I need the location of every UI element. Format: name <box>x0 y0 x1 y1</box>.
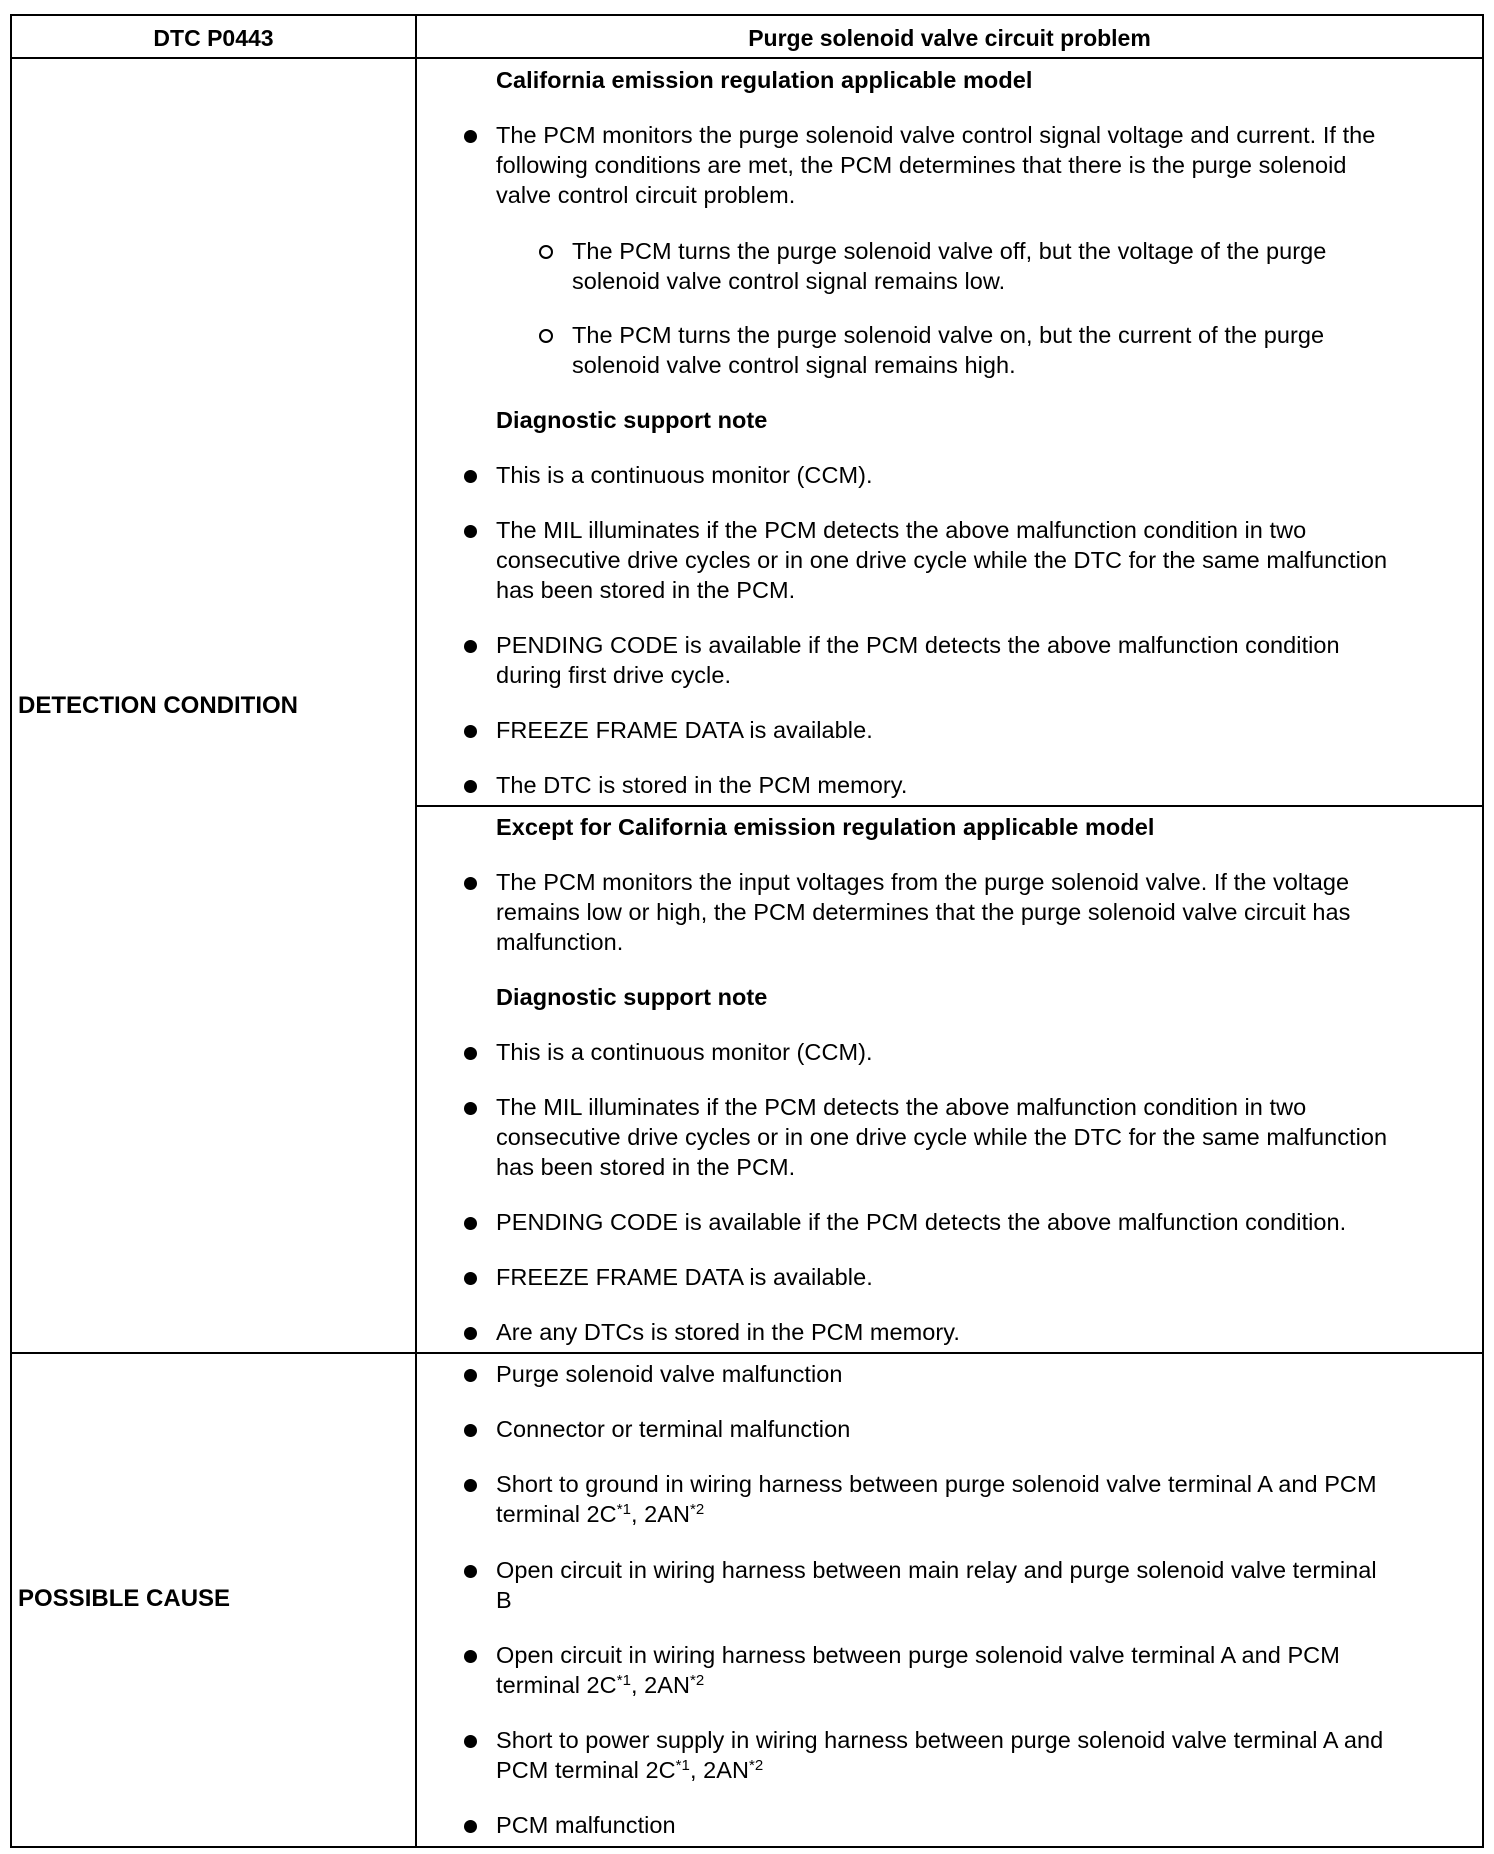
except-note-3: PENDING CODE is available if the PCM detects the above malfunction condition. <box>496 1209 1347 1235</box>
except-monitor-line2: remains low or high, the PCM determines that the purge solenoid valve circuit has <box>496 899 1351 925</box>
except-note-2-line2: consecutive drive cycles or in one drive cycle while the DTC for the same malfunction <box>496 1124 1388 1150</box>
california-monitor-line2: following conditions are met, the PCM determines that there is the purge solenoid <box>496 152 1347 178</box>
possible-cause-label: POSSIBLE CAUSE <box>18 1585 231 1612</box>
header-divider <box>10 57 1484 59</box>
except-note-1: This is a continuous monitor (CCM). <box>496 1039 873 1065</box>
bullet-icon <box>464 780 477 793</box>
bullet-icon <box>464 1047 477 1060</box>
detection-condition-label: DETECTION CONDITION <box>18 692 298 719</box>
bullet-icon <box>464 877 477 890</box>
california-note-3-line1: PENDING CODE is available if the PCM detects the above malfunction condition <box>496 632 1340 658</box>
separator: , <box>630 1501 645 1527</box>
bullet-icon <box>464 1424 477 1437</box>
terminal-alt: 2AN <box>644 1672 691 1698</box>
footnote-mark: *1 <box>616 1672 631 1689</box>
cause-5-line2 <box>496 1670 704 1700</box>
bullet-icon <box>464 1369 477 1382</box>
california-note-2-line2: consecutive drive cycles or in one drive cycle while the DTC for the same malfunction <box>496 547 1388 573</box>
california-note-1: This is a continuous monitor (CCM). <box>496 462 873 488</box>
bullet-icon <box>464 640 477 653</box>
bullet-icon <box>464 1272 477 1285</box>
cause-6-line2 <box>496 1755 763 1785</box>
cause-1: Purge solenoid valve malfunction <box>496 1361 843 1387</box>
terminal-label: terminal 2C <box>496 1672 617 1698</box>
bullet-icon <box>464 1565 477 1578</box>
row-divider <box>10 1352 1484 1354</box>
except-monitor-line1: The PCM monitors the input voltages from the purge solenoid valve. If the voltage <box>496 869 1350 895</box>
terminal-label: PCM terminal 2C <box>496 1757 676 1783</box>
cause-6-line1: Short to power supply in wiring harness between purge solenoid valve terminal A and <box>496 1727 1384 1753</box>
separator: , <box>630 1672 645 1698</box>
california-monitor-line3: valve control circuit problem. <box>496 182 796 208</box>
except-note-4: FREEZE FRAME DATA is available. <box>496 1264 873 1290</box>
cause-2: Connector or terminal malfunction <box>496 1416 851 1442</box>
except-note-heading: Diagnostic support note <box>496 984 768 1010</box>
circle-bullet-icon <box>539 245 553 259</box>
california-except-divider <box>415 805 1484 807</box>
bullet-icon <box>464 470 477 483</box>
circle-bullet-icon <box>539 329 553 343</box>
california-note-heading: Diagnostic support note <box>496 407 768 433</box>
footnote-mark: *2 <box>690 1672 705 1689</box>
footnote-mark: *2 <box>748 1757 764 1774</box>
condition-2-line2: solenoid valve control signal remains high. <box>572 352 1016 378</box>
bullet-icon <box>464 1650 477 1663</box>
bullet-icon <box>464 1479 477 1492</box>
condition-1-line2: solenoid valve control signal remains low. <box>572 268 1006 294</box>
california-note-2-line3: has been stored in the PCM. <box>496 577 796 603</box>
terminal-label: terminal 2C <box>496 1501 617 1527</box>
cause-3-line1: Short to ground in wiring harness between purge solenoid valve terminal A and PCM <box>496 1471 1377 1497</box>
cause-4-line2: B <box>496 1587 512 1613</box>
bullet-icon <box>464 1102 477 1115</box>
footnote-mark: *2 <box>690 1501 705 1518</box>
condition-1-line1: The PCM turns the purge solenoid valve off, but the voltage of the purge <box>572 238 1327 264</box>
terminal-alt: 2AN <box>703 1757 749 1783</box>
california-note-3-line2: during first drive cycle. <box>496 662 732 688</box>
california-note-5: The DTC is stored in the PCM memory. <box>496 772 908 798</box>
terminal-alt: 2AN <box>644 1501 691 1527</box>
bullet-icon <box>464 130 477 143</box>
cause-5-line1: Open circuit in wiring harness between purge solenoid valve terminal A and PCM <box>496 1642 1340 1668</box>
bullet-icon <box>464 1735 477 1748</box>
condition-2-line1: The PCM turns the purge solenoid valve on, but the current of the purge <box>572 322 1325 348</box>
except-monitor-line3: malfunction. <box>496 929 624 955</box>
except-heading: Except for California emission regulation applicable model <box>496 814 1155 840</box>
california-monitor-line1: The PCM monitors the purge solenoid valve control signal voltage and current. If the <box>496 122 1376 148</box>
bullet-icon <box>464 725 477 738</box>
cause-3-line2 <box>496 1499 704 1529</box>
dtc-code: DTC P0443 <box>153 25 274 51</box>
except-note-5: Are any DTCs is stored in the PCM memory. <box>496 1319 960 1345</box>
bullet-icon <box>464 525 477 538</box>
california-heading: California emission regulation applicable model <box>496 67 1033 93</box>
separator: , <box>689 1757 704 1783</box>
california-note-4: FREEZE FRAME DATA is available. <box>496 717 873 743</box>
bullet-icon <box>464 1820 477 1833</box>
dtc-title: Purge solenoid valve circuit problem <box>748 25 1151 51</box>
bullet-icon <box>464 1217 477 1230</box>
cause-4-line1: Open circuit in wiring harness between main relay and purge solenoid valve terminal <box>496 1557 1377 1583</box>
except-note-2-line3: has been stored in the PCM. <box>496 1154 796 1180</box>
column-divider <box>415 14 417 1848</box>
california-note-2-line1: The MIL illuminates if the PCM detects the above malfunction condition in two <box>496 517 1307 543</box>
except-note-2-line1: The MIL illuminates if the PCM detects the above malfunction condition in two <box>496 1094 1307 1120</box>
cause-7: PCM malfunction <box>496 1812 676 1838</box>
footnote-mark: *1 <box>675 1757 690 1774</box>
footnote-mark: *1 <box>616 1501 631 1518</box>
bullet-icon <box>464 1327 477 1340</box>
